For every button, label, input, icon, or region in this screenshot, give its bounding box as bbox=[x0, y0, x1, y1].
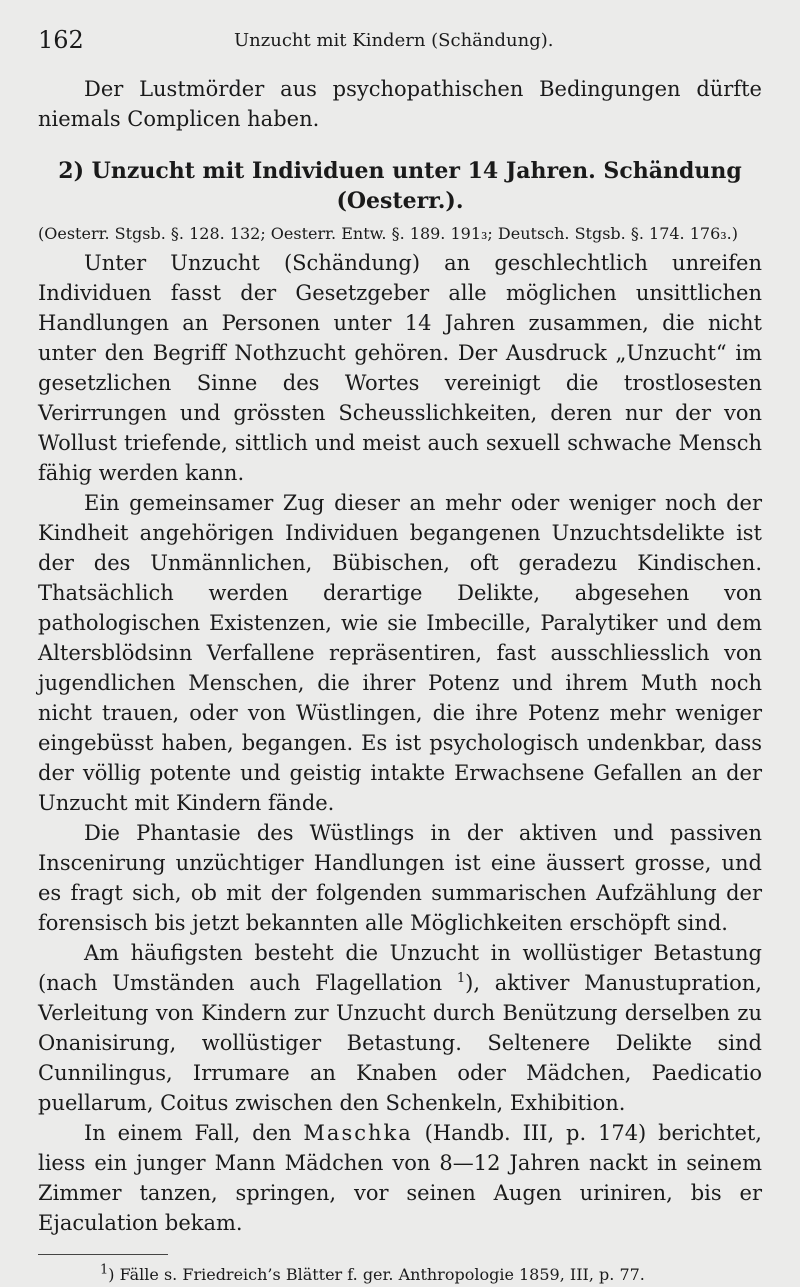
running-title: Unzucht mit Kindern (Schändung). bbox=[234, 30, 554, 51]
paragraph-4-text-b: ), aktiver Manustupration, Verleitung von Kindern zur Unzucht durch Benützung derselben zu Onanisirung, wollüstiger Betastung. Seltenere Delikte sind Cunnilingus, Irrumare an Knaben oder Mädchen, Paedicatio puellarum, Coitus zwischen den Schenkeln, Exhibition. bbox=[38, 971, 762, 1115]
paragraph-5-text-a: In einem Fall, den bbox=[84, 1121, 292, 1145]
paragraph-5 bbox=[38, 1118, 762, 1238]
footnote-reference: 1 bbox=[456, 971, 466, 986]
statute-references: (Oesterr. Stgsb. §. 128. 132; Oesterr. Entw. §. 189. 191₃; Deutsch. Stgsb. §. 174. 176₃.) bbox=[38, 224, 739, 243]
body-text bbox=[38, 74, 762, 1287]
section-heading: 2) Unzucht mit Individuen unter 14 Jahren. Schändung (Oesterr.). bbox=[58, 158, 742, 214]
paragraph-5-text-b: (Handb. III, p. 174) berichtet, liess ein junger Mann Mädchen von 8—12 Jahren nackt in seinem Zimmer tanzen, springen, vor seinen Augen uriniren, bis er Ejaculation bekam. bbox=[38, 1121, 762, 1235]
paragraph-3: Die Phantasie des Wüstlings in der aktiven und passiven Inscenirung unzüchtiger Handlungen ist eine äussert grosse, und es fragt sich, ob mit der folgenden summarischen Aufzählung der forensisch bis jetzt bekannten alle Möglichkeiten erschöpft sind. bbox=[38, 821, 762, 935]
page-number: 162 bbox=[38, 26, 84, 54]
paragraph-1: Unter Unzucht (Schändung) an geschlechtlich unreifen Individuen fasst der Gesetzgeber alle möglichen unsittlichen Handlungen an Personen unter 14 Jahren zusammen, die nicht unter den Begriff Nothzucht gehören. Der Ausdruck „Unzucht“ im gesetzlichen Sinne des Wortes vereinigt die trostlosesten Verirrungen und grössten Scheusslichkeiten, deren nur der von Wollust triefende, sittlich und meist auch sexuell schwache Mensch fähig werden kann. bbox=[38, 251, 762, 485]
footnote-paren: ) bbox=[108, 1265, 115, 1284]
paragraph-4 bbox=[38, 938, 762, 1118]
footnote-divider bbox=[38, 1254, 168, 1255]
paragraph-2: Ein gemeinsamer Zug dieser an mehr oder weniger noch der Kindheit angehörigen Individuen begangenen Unzuchtsdelikte ist der des Unmännlichen, Bübischen, oft geradezu Kindischen. Thatsächlich werden derartige Delikte, abgesehen von pathologischen Existenzen, wie sie Imbecille, Paralytiker und dem Altersblödsinn Verfallene repräsentiren, fast ausschliesslich von jugendlichen Menschen, die ihrer Potenz und ihrem Muth noch nicht trauen, oder von Wüstlingen, die ihre Potenz mehr weniger eingebüsst haben, begangen. Es ist psychologisch undenkbar, dass der völlig potente und geistig intakte Erwachsene Gefallen an der Unzucht mit Kindern fände. bbox=[38, 491, 762, 815]
paragraph-4-text-a: Am häufigsten besteht die Unzucht in wollüstiger Betastung (nach Umständen auch Flagellation bbox=[38, 941, 762, 995]
footnote-text: Fälle s. Friedreich’s Blätter f. ger. Anthropologie 1859, III, p. 77. bbox=[119, 1265, 645, 1284]
author-name: Maschka bbox=[303, 1121, 413, 1145]
footnote bbox=[38, 1263, 762, 1287]
running-head bbox=[38, 22, 760, 54]
opening-paragraph: Der Lustmörder aus psychopathischen Bedingungen dürfte niemals Complicen haben. bbox=[38, 77, 762, 131]
footnote-marker: 1 bbox=[100, 1262, 109, 1278]
